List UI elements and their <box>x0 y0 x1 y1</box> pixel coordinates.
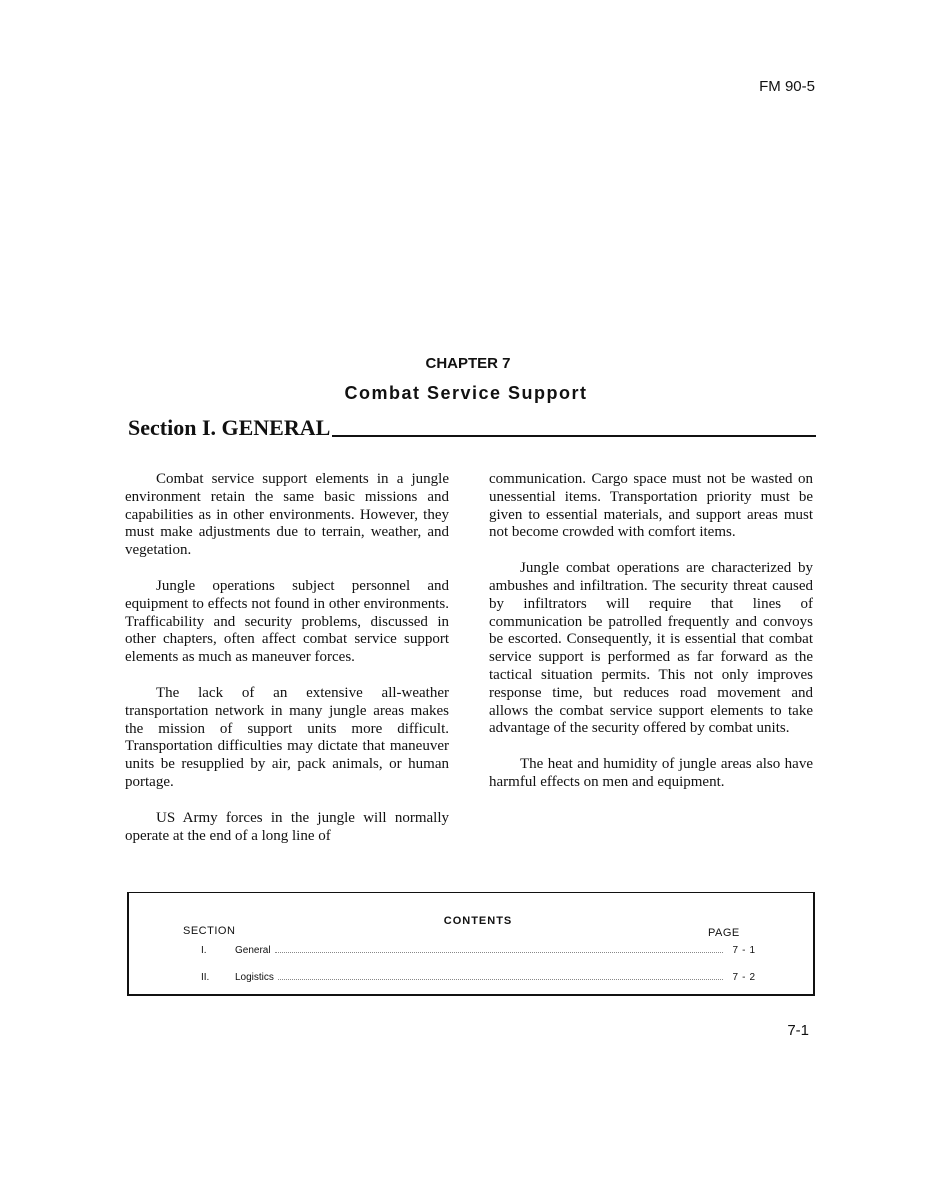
section-rule <box>332 435 816 437</box>
paragraph: Jungle combat operations are characterized by ambushes and infiltration. The security threat caused by infiltrators will require that lines of communication be patrolled frequently and convoys be escorted. Consequently, it is essential that combat service support is performed as far forward as the tactical situation permits. This not only improves response time, but reduces road movement and allows the combat service support elements to take advantage of the security offered by combat units. <box>489 560 813 737</box>
toc-section-number: I. <box>201 945 207 956</box>
chapter-number: CHAPTER 7 <box>425 355 511 372</box>
toc-page-number: 7-1 <box>732 945 759 956</box>
section-heading-text: Section I. GENERAL <box>128 415 331 440</box>
page-number: 7-1 <box>787 1022 809 1039</box>
page-column-header: PAGE <box>708 927 740 939</box>
toc-entry <box>189 972 759 983</box>
right-text-column <box>489 471 813 810</box>
toc-section-number: II. <box>201 972 210 983</box>
section-heading <box>128 414 816 442</box>
document-id: FM 90-5 <box>759 78 815 95</box>
chapter-title: Combat Service Support <box>344 383 588 403</box>
toc-dot-leader <box>275 952 723 953</box>
paragraph: The lack of an extensive all-weather transportation network in many jungle areas makes the mission of support units more difficult. Transportation difficulties may dictate that maneuver units be resupplied by air, pack animals, or human portage. <box>125 684 449 790</box>
contents-box <box>127 892 815 996</box>
paragraph: Jungle operations subject personnel and equipment to effects not found in other environments. Trafficability and security problems, discussed in other chapters, often affect combat service support elements as much as maneuver forces. <box>125 577 449 666</box>
paragraph: communication. Cargo space must not be wasted on unessential items. Transportation priority must be given to essential materials, and support areas must not become crowded with comfort items. <box>489 471 813 541</box>
left-text-column <box>125 471 449 863</box>
paragraph: US Army forces in the jungle will normally operate at the end of a long line of <box>125 809 449 844</box>
toc-section-title: Logistics <box>235 972 274 983</box>
toc-dot-leader <box>278 979 723 980</box>
section-column-header: SECTION <box>183 925 236 937</box>
paragraph: Combat service support elements in a jungle environment retain the same basic missions and capabilities as in other environments. However, they must make adjustments due to terrain, weather, and vegetation. <box>125 471 449 559</box>
toc-page-number: 7-2 <box>732 972 759 983</box>
toc-entry <box>189 945 759 956</box>
paragraph: The heat and humidity of jungle areas also have harmful effects on men and equipment. <box>489 756 813 790</box>
contents-title: CONTENTS <box>443 915 513 927</box>
toc-section-title: General <box>235 945 271 956</box>
